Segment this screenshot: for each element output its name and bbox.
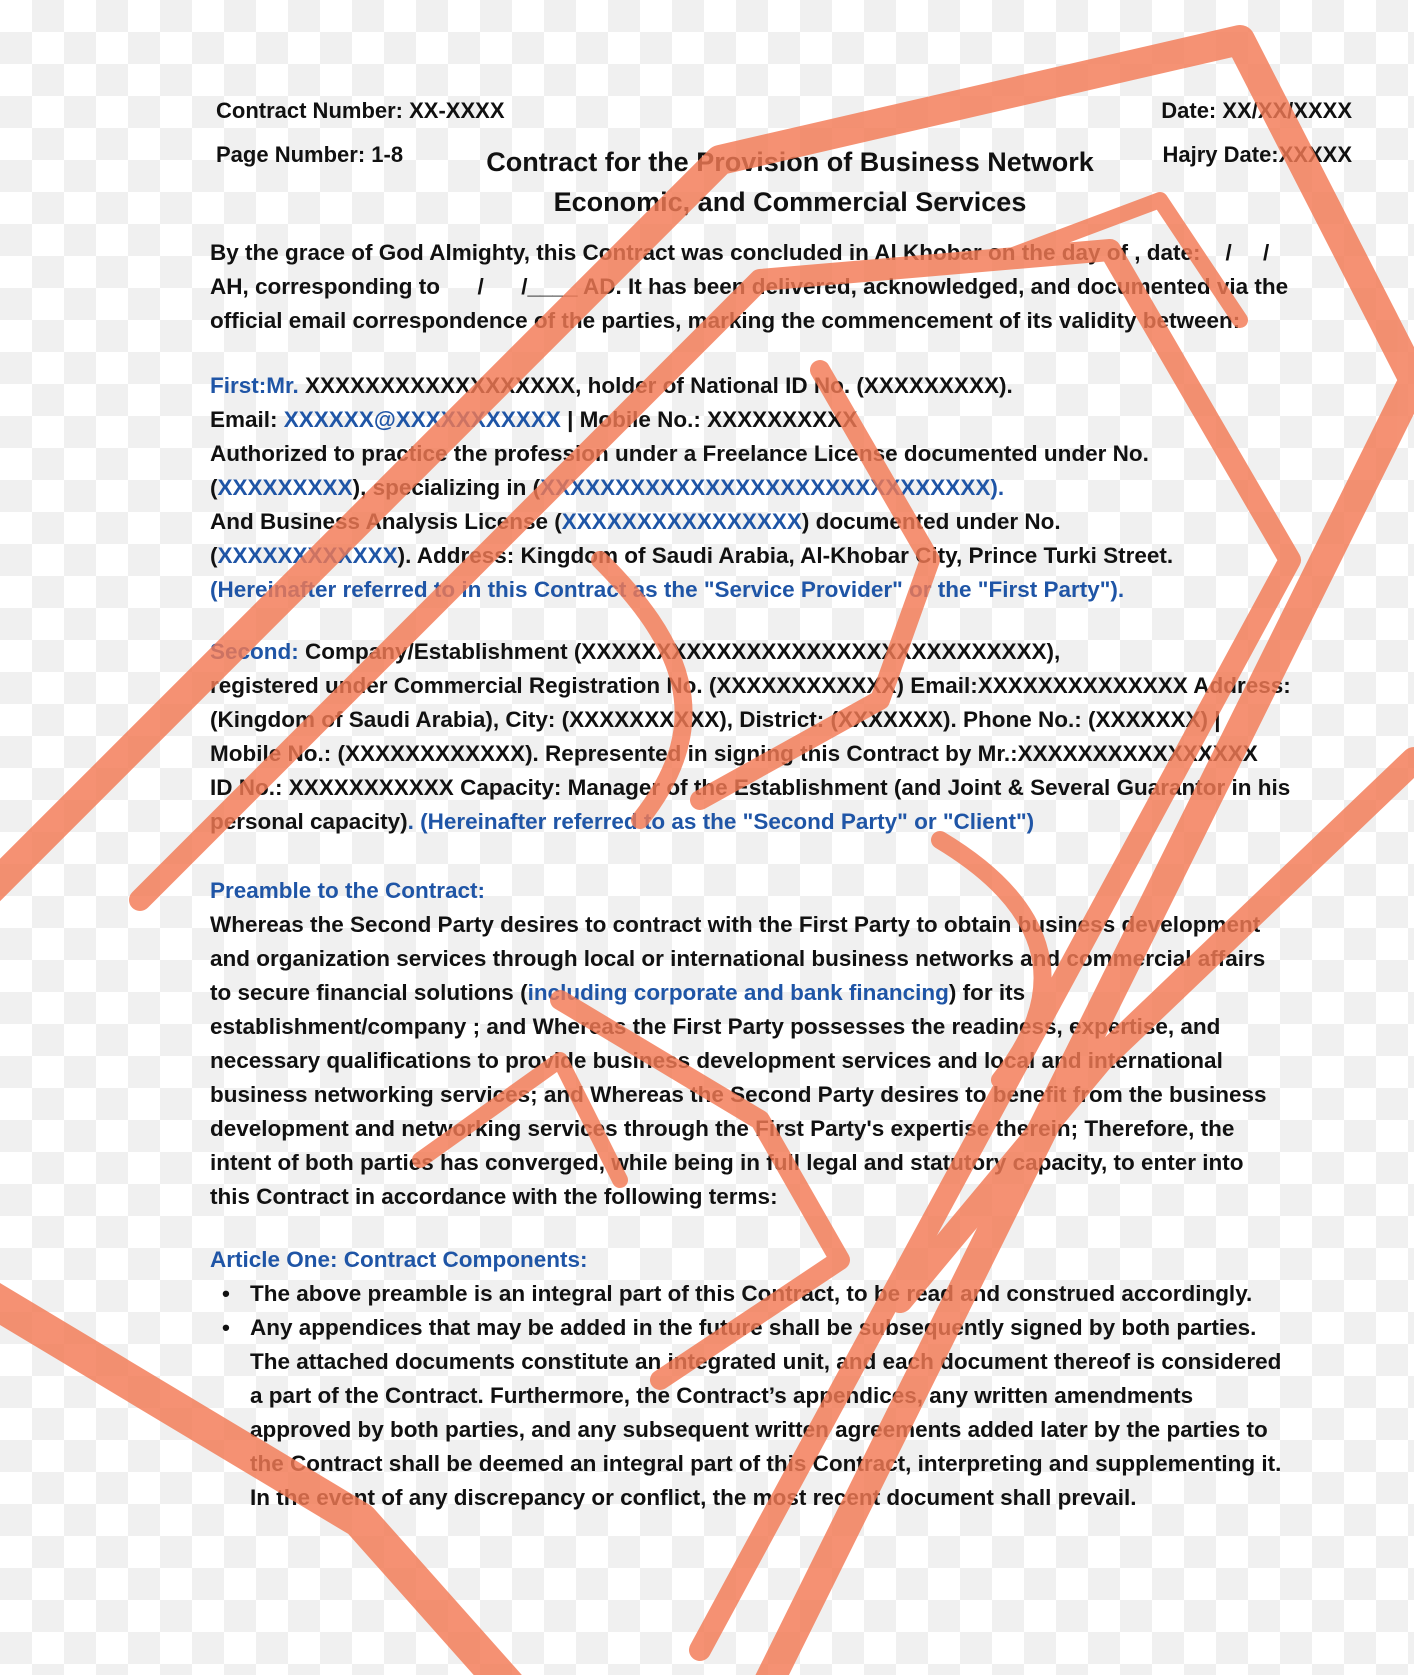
first-party-email: XXXXXX@XXXXXXXXXXX — [283, 407, 561, 432]
paren-open: ( — [210, 543, 218, 568]
preamble-line-1: Whereas the Second Party desires to contract with the First Party to obtain business development — [210, 912, 1261, 937]
specialty-value: XXXXXXXXXXXXXXXXXXXXXXXXXXXXXX) — [540, 475, 998, 500]
second-party-section — [210, 635, 1360, 839]
page-number: Page Number: 1-8 — [216, 142, 404, 167]
first-party-label: First:Mr. — [210, 373, 299, 398]
intro-line-1: By the grace of God Almighty, this Contract was concluded in Al Khobar on the day of , date: / / — [210, 240, 1270, 265]
preamble-line-9: this Contract in accordance with the following terms: — [210, 1184, 778, 1209]
second-party-company: Company/Establishment (XXXXXXXXXXXXXXXXXXXXXXXXXXXXXXX), — [298, 639, 1061, 664]
client-definition: . (Hereinafter referred to as the "Second Party" or "Client") — [407, 809, 1035, 834]
second-party-line-1 — [210, 635, 1360, 669]
intro-paragraph — [210, 236, 1360, 338]
contract-number: Contract Number: XX-XXXX — [216, 98, 505, 123]
second-party-line-4: Mobile No.: (XXXXXXXXXXXX). Represented in signing this Contract by Mr.:XXXXXXXXXXXXXXXX — [210, 741, 1258, 766]
analysis-license-text: And Business Analysis License ( — [210, 509, 562, 534]
second-party-line-3: (Kingdom of Saudi Arabia), City: (XXXXXXXXXX), District: (XXXXXXX). Phone No.: (XXXXXXX) | — [210, 707, 1221, 732]
freelance-license-number: XXXXXXXXX — [217, 475, 353, 500]
second-party-label: Second: — [210, 639, 299, 664]
article-one-heading: Article One: Contract Components: — [210, 1247, 588, 1272]
email-label: Email: — [210, 407, 284, 432]
first-party-section — [210, 369, 1360, 607]
second-party-line-2: registered under Commercial Registration No. (XXXXXXXXXXXX) Email:XXXXXXXXXXXXXX Address: — [210, 673, 1291, 698]
documented-text: ) documented under No. — [801, 509, 1061, 534]
title-line-1: Contract for the Provision of Business Network — [486, 147, 1094, 177]
second-party-line-6 — [210, 805, 1360, 839]
first-party-line-3: Authorized to practice the profession under a Freelance License documented under No. — [210, 441, 1149, 466]
preamble-line-3 — [210, 976, 1360, 1010]
bullet-2-line-5: the Contract shall be deemed an integral part of this Contract, interpreting and supplementing it. — [250, 1451, 1282, 1476]
preamble-line-6: business networking services; and Whereas the Second Party desires to benefit from the business — [210, 1082, 1267, 1107]
bullet-2-line-4: approved by both parties, and any subsequent written agreements added later by the parties to — [250, 1417, 1268, 1442]
financing-highlight: including corporate and bank financing — [527, 980, 949, 1005]
document-number: XXXXXXXXXXXX — [217, 543, 398, 568]
preamble-line-3-start: to secure financial solutions ( — [210, 980, 528, 1005]
first-party-line-1 — [210, 369, 1360, 403]
preamble-line-8: intent of both parties has converged, while being in full legal and statutory capacity, to enter into — [210, 1150, 1244, 1175]
hajry-date: Hajry Date:XXXXX — [1162, 142, 1352, 167]
list-item — [210, 1311, 1360, 1515]
article-one-list — [210, 1277, 1360, 1515]
preamble-line-4: establishment/company ; and Whereas the First Party possesses the readiness, expertise, and — [210, 1014, 1221, 1039]
first-party-line-2 — [210, 403, 1360, 437]
service-provider-definition: (Hereinafter referred to in this Contract as the "Service Provider" or the "First Party"). — [210, 577, 1125, 602]
first-party-name: XXXXXXXXXXXXXXXXXX, holder of National ID No. (XXXXXXXXX). — [298, 373, 1013, 398]
contract-title — [440, 142, 1140, 222]
second-party-line-5: ID No.: XXXXXXXXXXX Capacity: Manager of the Establishment (and Joint & Several Guarantor in his — [210, 775, 1291, 800]
bullet-2-line-3: a part of the Contract. Furthermore, the Contract’s appendices, any written amendments — [250, 1383, 1194, 1408]
preamble-line-7: development and networking services through the First Party's expertise therein; Therefore, the — [210, 1116, 1235, 1141]
first-party-mobile: | Mobile No.: XXXXXXXXXX — [560, 407, 858, 432]
first-party-line-6 — [210, 539, 1360, 573]
preamble-line-2: and organization services through local or international business networks and commercial affairs — [210, 946, 1266, 971]
preamble-line-5: necessary qualifications to provide business development services and local and international — [210, 1048, 1223, 1073]
preamble-section — [210, 874, 1360, 1214]
analysis-license-number: XXXXXXXXXXXXXXXX — [561, 509, 802, 534]
preamble-heading: Preamble to the Contract: — [210, 878, 486, 903]
list-item — [210, 1277, 1360, 1311]
first-party-address: ). Address: Kingdom of Saudi Arabia, Al-Khobar City, Prince Turki Street. — [397, 543, 1174, 568]
preamble-line-3-end: ) for its — [948, 980, 1026, 1005]
bullet-2-line-1: • Any appendices that may be added in the future shall be subsequently signed by both parties. — [250, 1315, 1257, 1340]
bullet-2-line-6: In the event of any discrepancy or conflict, the most recent document shall prevail. — [250, 1485, 1137, 1510]
title-line-2: Economic, and Commercial Services — [553, 187, 1027, 217]
bullet-2-line-2: The attached documents constitute an integrated unit, and each document thereof is considered — [250, 1349, 1282, 1374]
intro-line-3: official email correspondence of the parties, marking the commencement of its validity between: — [210, 308, 1241, 333]
bullet-1-text: • The above preamble is an integral part of this Contract, to be read and construed accordingly. — [250, 1281, 1253, 1306]
intro-line-2: AH, corresponding to / /____ AD. It has been delivered, acknowledged, and documented via the — [210, 274, 1289, 299]
first-party-line-4 — [210, 471, 1360, 505]
paren-open: ( — [210, 475, 218, 500]
article-one-section — [210, 1243, 1360, 1515]
first-party-line-5 — [210, 505, 1360, 539]
contract-date: Date: XX/XX/XXXX — [1161, 98, 1352, 123]
specializing-text: ), specializing in ( — [352, 475, 541, 500]
personal-capacity: personal capacity) — [210, 809, 408, 834]
line-end-period: . — [997, 475, 1005, 500]
